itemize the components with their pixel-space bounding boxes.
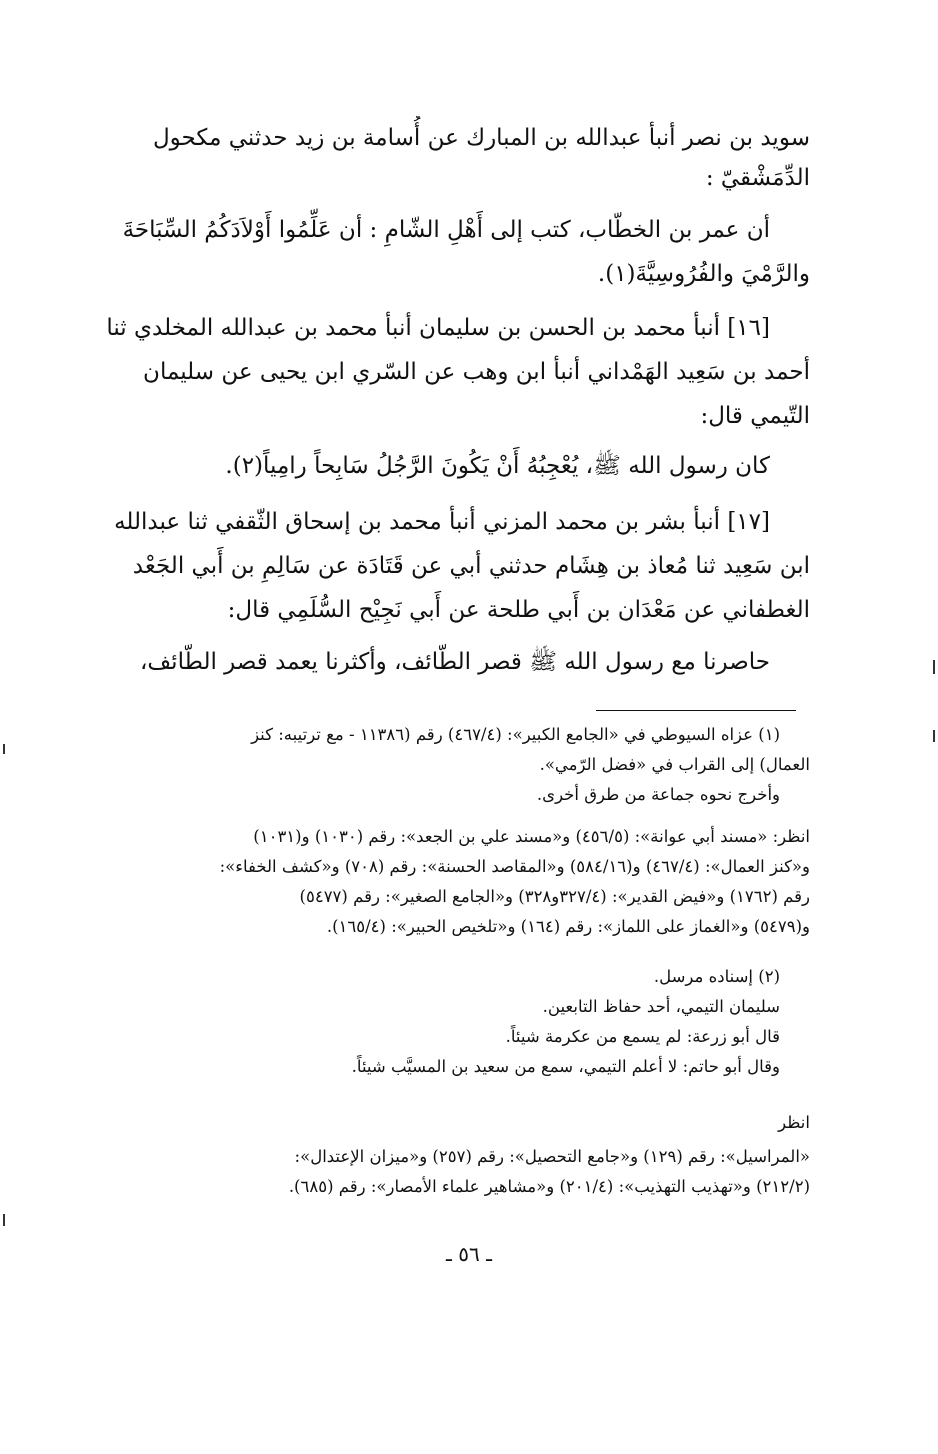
scan-edge-mark: [3, 1214, 5, 1226]
footnote-line: (١) عزاه السيوطي في «الجامع الكبير»: (٤٦٧/٤) رقم (١١٣٨٦ - مع ترتيبه: كنز: [251, 725, 780, 744]
footnote-2-refs: [105, 1108, 810, 1202]
main-text: [105, 444, 810, 488]
text-line: ابن سَعِيد ثنا مُعاذ بن هِشَام حدثني أبي عن قَتَادَة عن سَالِمِ بن أَبي الجَعْد: [132, 553, 810, 579]
footnote-line: قال أبو زرعة: لم يسمع من عكرمة شيئاً.: [505, 1027, 780, 1046]
text-line: والرَّمْيَ والفُرُوسِيَّةَ(١).: [597, 261, 810, 287]
footnote-1: [105, 720, 810, 810]
footnote-line: انظر: [778, 1113, 810, 1132]
text-line: سويد بن نصر أنبأ عبدالله بن المبارك عن أُسامة بن زيد حدثني مكحول: [152, 125, 810, 151]
footnote-line: انظر: «مسند أبي عوانة»: (٤٥٦/٥) و«مسند علي بن الجعد»: رقم (١٠٣٠) و(١٠٣١): [253, 827, 810, 846]
hadith-17-line: [١٧] أنبأ بشر بن محمد المزني أنبأ محمد بن إسحاق الثّقفي ثنا عبدالله: [114, 509, 770, 535]
main-text: [105, 208, 810, 296]
footnote-line: «المراسيل»: رقم (١٢٩) و«جامع التحصيل»: رقم (٢٥٧) و«ميزان الإعتدال»:: [294, 1147, 810, 1166]
footnote-line: سليمان التيمي، أحد حفاظ التابعين.: [542, 997, 780, 1016]
main-text: [105, 306, 810, 438]
main-text: [105, 500, 810, 632]
text-line: حاصرنا مع رسول الله ﷺ قصر الطّائف، وأكثرنا يعمد قصر الطّائف،: [139, 649, 770, 675]
footnote-1-refs: [105, 822, 810, 942]
main-text: [105, 640, 810, 684]
footnote-line: و«كنز العمال»: (٤٦٧/٤) و(٥٨٤/١٦) و«المقاصد الحسنة»: رقم (٧٠٨) و«كشف الخفاء»:: [219, 857, 810, 876]
text-line: التّيمي قال:: [700, 403, 810, 429]
footnote-line: وأخرج نحوه جماعة من طرق أخرى.: [536, 785, 780, 804]
text-line: الدِّمَشْقيّ :: [705, 165, 810, 191]
scan-edge-mark: [3, 744, 5, 754]
scan-edge-mark: [933, 730, 935, 742]
hadith-16-line: [١٦] أنبأ محمد بن الحسن بن سليمان أنبأ محمد بن عبدالله المخلدي ثنا: [106, 315, 770, 341]
footnote-line: و(٥٤٧٩) و«الغماز على اللماز»: رقم (١٦٤) و«تلخيص الحبير»: (١٦٥/٤).: [326, 917, 810, 936]
footnote-line: وقال أبو حاتم: لا أعلم التيمي، سمع من سعيد بن المسيَّب شيئاً.: [351, 1057, 780, 1076]
text-line: أن عمر بن الخطّاب، كتب إلى أَهْلِ الشّامِ : أن عَلِّمُوا أَوْلاَدَكُمُ السِّبَاحَةَ: [122, 217, 770, 243]
footnote-line: (٢) إسناده مرسل.: [653, 967, 780, 986]
footnote-2: [105, 962, 810, 1082]
text-line: كان رسول الله ﷺ، يُعْجِبُهُ أَنْ يَكُونَ الرَّجُلُ سَابِحاً رامِياً(٢).: [225, 453, 770, 479]
page-number: ـ ٥٦ ـ: [446, 1242, 492, 1266]
main-text: [105, 116, 810, 200]
text-line: أحمد بن سَعِيد الهَمْداني أنبأ ابن وهب عن السّري ابن يحيى عن سليمان: [143, 359, 810, 385]
footnote-line: (٢١٢/٢) و«تهذيب التهذيب»: (٢٠١/٤) و«مشاهير علماء الأمصار»: رقم (٦٨٥).: [288, 1177, 810, 1196]
footnote-line: العمال) إلى القراب في «فضل الرّمي».: [539, 755, 810, 774]
footnote-line: رقم (١٧٦٢) و«فيض القدير»: (٣٢٧/٤و٣٢٨) و«الجامع الصغير»: رقم (٥٤٧٧): [299, 887, 810, 906]
footnote-separator: [596, 710, 796, 711]
text-line: الغطفاني عن مَعْدَان بن أَبي طلحة عن أَبي نَجِيْح السُّلَمِي قال:: [227, 597, 810, 623]
scan-edge-mark: [933, 660, 935, 674]
